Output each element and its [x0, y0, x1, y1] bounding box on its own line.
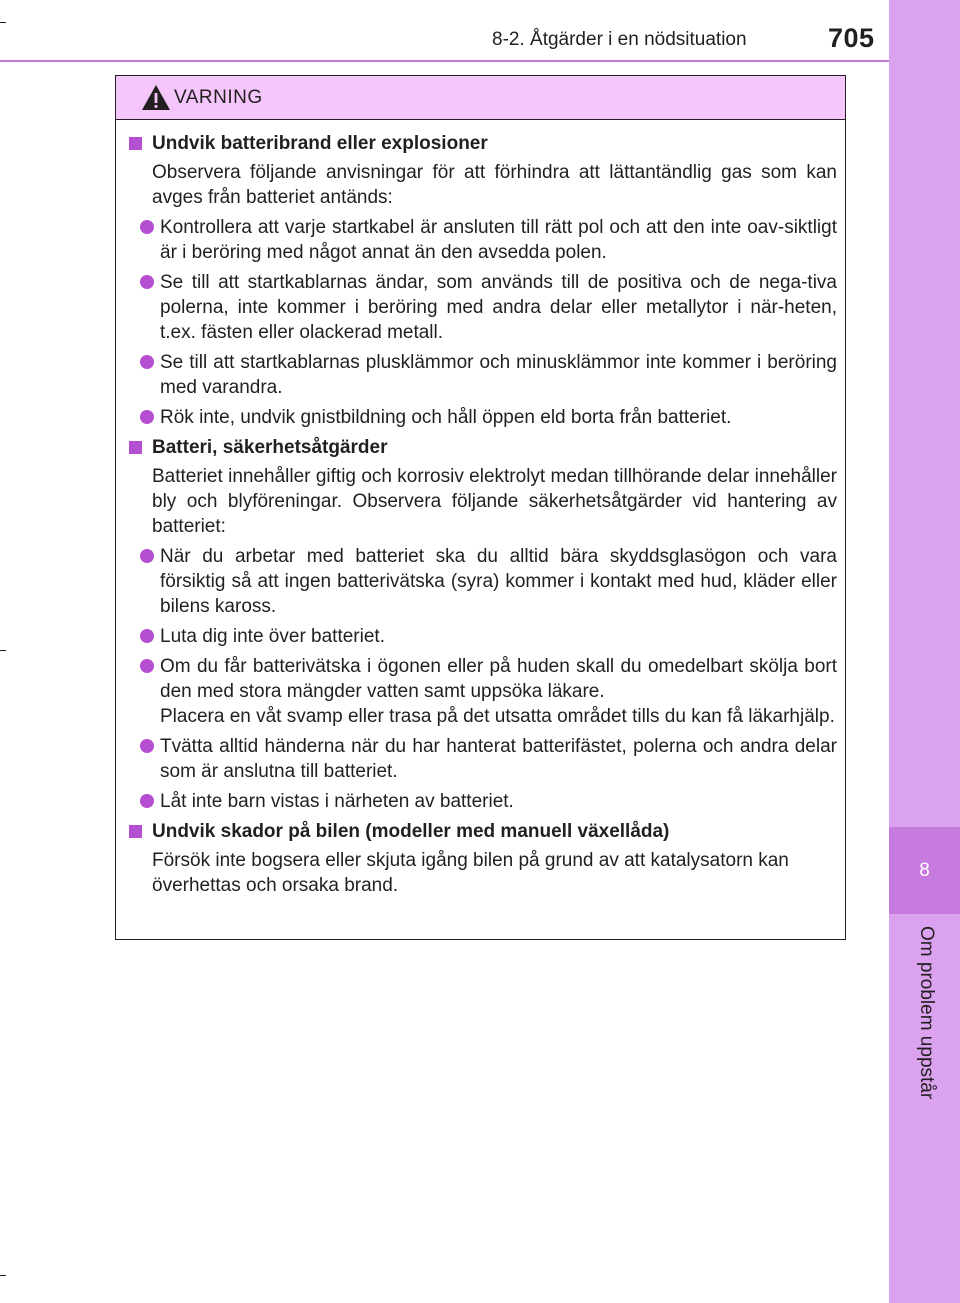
bullet-dot-icon — [140, 355, 154, 369]
list-item: Se till att startkablarnas plusklämmor och minusklämmor inte kommer i beröring med varandra. — [126, 350, 837, 400]
bullet-dot-icon — [140, 739, 154, 753]
warning-title: VARNING — [174, 87, 263, 108]
paragraph: Observera följande anvisningar för att förhindra att lättantändlig gas som kan avges från batteriet antänds: — [152, 162, 837, 208]
list-item: Rök inte, undvik gnistbildning och håll öppen eld borta från batteriet. — [126, 405, 837, 430]
bullet-dot-icon — [140, 659, 154, 673]
square-bullet-icon — [129, 137, 142, 150]
warning-box — [115, 75, 846, 940]
paragraph: Batteriet innehåller giftig och korrosiv elektrolyt medan tillhörande delar innehåller bly och blyföreningar. Observera följande säkerhetsåtgärder vid hantering av batteriet: — [152, 466, 837, 537]
chapter-title: Om problem uppstår — [916, 926, 937, 1100]
section-heading: Batteri, säkerhetsåtgärder — [126, 435, 837, 460]
list-item: Se till att startkablarnas ändar, som används till de positiva och de nega-tiva polerna, inte kommer i beröring med andra delar eller metallytor i när-heten, t.ex. fästen eller olackerad metall. — [126, 270, 837, 345]
list-item: Kontrollera att varje startkabel är ansluten till rätt pol och att den inte oav-siktligt är i beröring med något annat än den avsedda polen. — [126, 215, 837, 265]
section-heading: Undvik skador på bilen (modeller med manuell växellåda) — [126, 819, 837, 844]
bullet-dot-icon — [140, 549, 154, 563]
section-title: 8-2. Åtgärder i en nödsituation — [492, 29, 747, 50]
warning-triangle-icon — [141, 84, 171, 111]
warning-content — [126, 131, 837, 903]
bullet-dot-icon — [140, 275, 154, 289]
list-item: Om du får batterivätska i ögonen eller på huden skall du omedelbart skölja bort den med stora mängder vatten samt uppsöka läkare. Placera en våt svamp eller trasa på det utsatta området tills du kan få läkarhjälp. — [126, 654, 837, 729]
paragraph: Försök inte bogsera eller skjuta igång bilen på grund av att katalysatorn kan överhettas och orsaka brand. — [152, 850, 789, 896]
page-number: 705 — [828, 23, 875, 53]
chapter-number: 8 — [889, 827, 960, 914]
list-item: Låt inte barn vistas i närheten av batteriet. — [126, 789, 837, 814]
list-item: När du arbetar med batteriet ska du alltid bära skyddsglasögon och vara försiktig så att ingen batterivätska (syra) kommer i kontakt med hud, kläder eller bilens kaross. — [126, 544, 837, 619]
square-bullet-icon — [129, 441, 142, 454]
bullet-dot-icon — [140, 220, 154, 234]
section-heading: Undvik batteribrand eller explosioner — [126, 131, 837, 156]
list-item: Tvätta alltid händerna när du har hanterat batterifästet, polerna och andra delar som är anslutna till batteriet. — [126, 734, 837, 784]
list-item: Luta dig inte över batteriet. — [126, 624, 837, 649]
square-bullet-icon — [129, 825, 142, 838]
warning-header — [116, 76, 845, 120]
header-divider — [0, 60, 889, 62]
crop-mark — [0, 22, 6, 23]
crop-mark — [0, 1275, 6, 1276]
bullet-dot-icon — [140, 410, 154, 424]
bullet-dot-icon — [140, 794, 154, 808]
crop-mark — [0, 650, 6, 651]
bullet-dot-icon — [140, 629, 154, 643]
